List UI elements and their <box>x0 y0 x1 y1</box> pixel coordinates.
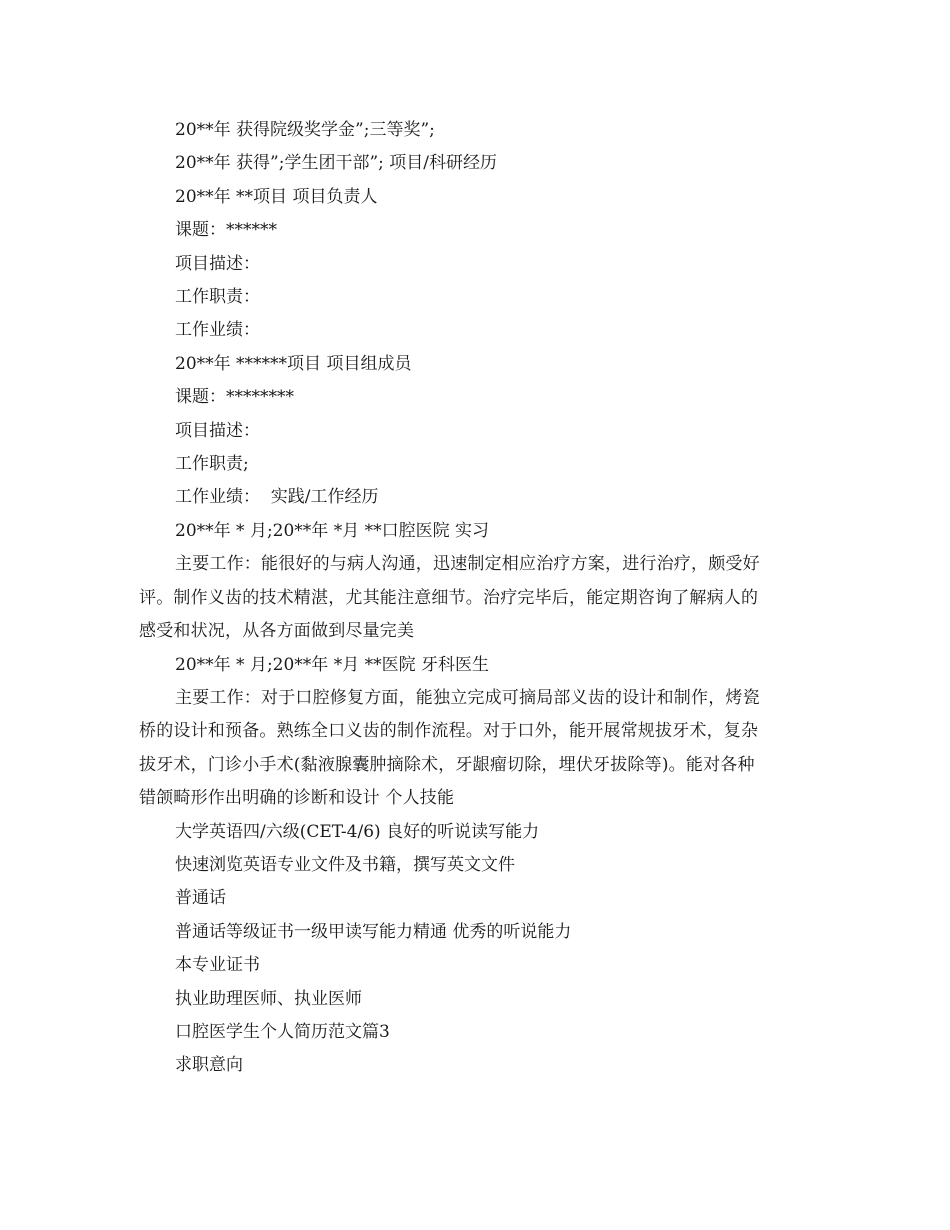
paragraph-line: 主要工作：对于口腔修复方面，能独立完成可摘局部义齿的设计和制作，烤瓷 <box>175 687 760 708</box>
work-description-paragraph <box>139 548 814 648</box>
document-body <box>139 114 814 1083</box>
text-line: 课题：******** <box>175 387 294 408</box>
text-line: 20**年 **项目 项目负责人 <box>175 186 378 207</box>
text-line: 工作业绩： 实践/工作经历 <box>175 487 379 508</box>
text-line: 普通话等级证书一级甲读写能力精通 优秀的听说能力 <box>175 921 572 942</box>
text-line: 20**年 * 月;20**年 *月 **医院 牙科医生 <box>175 654 490 675</box>
work-description-paragraph <box>139 682 814 816</box>
text-line: 快速浏览英语专业文件及书籍，撰写英文文件 <box>175 854 515 875</box>
text-line: 20**年 * 月;20**年 *月 **口腔医院 实习 <box>175 520 490 541</box>
text-line: 执业助理医师、执业医师 <box>175 988 362 1009</box>
paragraph-line: 评。制作义齿的技术精湛，尤其能注意细节。治疗完毕后，能定期咨询了解病人的 <box>139 587 759 608</box>
text-line: 工作职责; <box>175 454 249 475</box>
text-line: 项目描述： <box>175 253 260 274</box>
text-line: 普通话 <box>175 888 226 909</box>
text-line: 20**年 获得院级奖学金”;三等奖”; <box>175 120 435 140</box>
paragraph-line: 桥的设计和预备。熟练全口义齿的制作流程。对于口外，能开展常规拔牙术，复杂 <box>139 721 759 742</box>
paragraph-line: 主要工作：能很好的与病人沟通，迅速制定相应治疗方案，进行治疗，颇受好 <box>175 554 760 575</box>
text-line: 求职意向 <box>175 1055 243 1076</box>
text-line: 本专业证书 <box>175 955 260 976</box>
text-line: 课题：****** <box>175 220 277 241</box>
text-line: 20**年 获得”;学生团干部”; 项目/科研经历 <box>175 153 498 174</box>
text-line: 工作职责： <box>175 287 260 308</box>
text-line: 大学英语四/六级(CET-4/6) 良好的听说读写能力 <box>175 821 540 842</box>
text-line: 工作业绩： <box>175 320 260 341</box>
paragraph-line: 拔牙术，门诊小手术(黏液腺囊肿摘除术，牙龈瘤切除，埋伏牙拔除等)。能对各种 <box>139 754 755 775</box>
text-line: 口腔医学生个人简历范文篇3 <box>175 1021 390 1042</box>
text-line: 项目描述： <box>175 420 260 441</box>
paragraph-line: 错颌畸形作出明确的诊断和设计 个人技能 <box>139 788 455 809</box>
paragraph-line: 感受和状况，从各方面做到尽量完美 <box>139 621 415 642</box>
text-line: 20**年 ******项目 项目组成员 <box>175 353 412 374</box>
